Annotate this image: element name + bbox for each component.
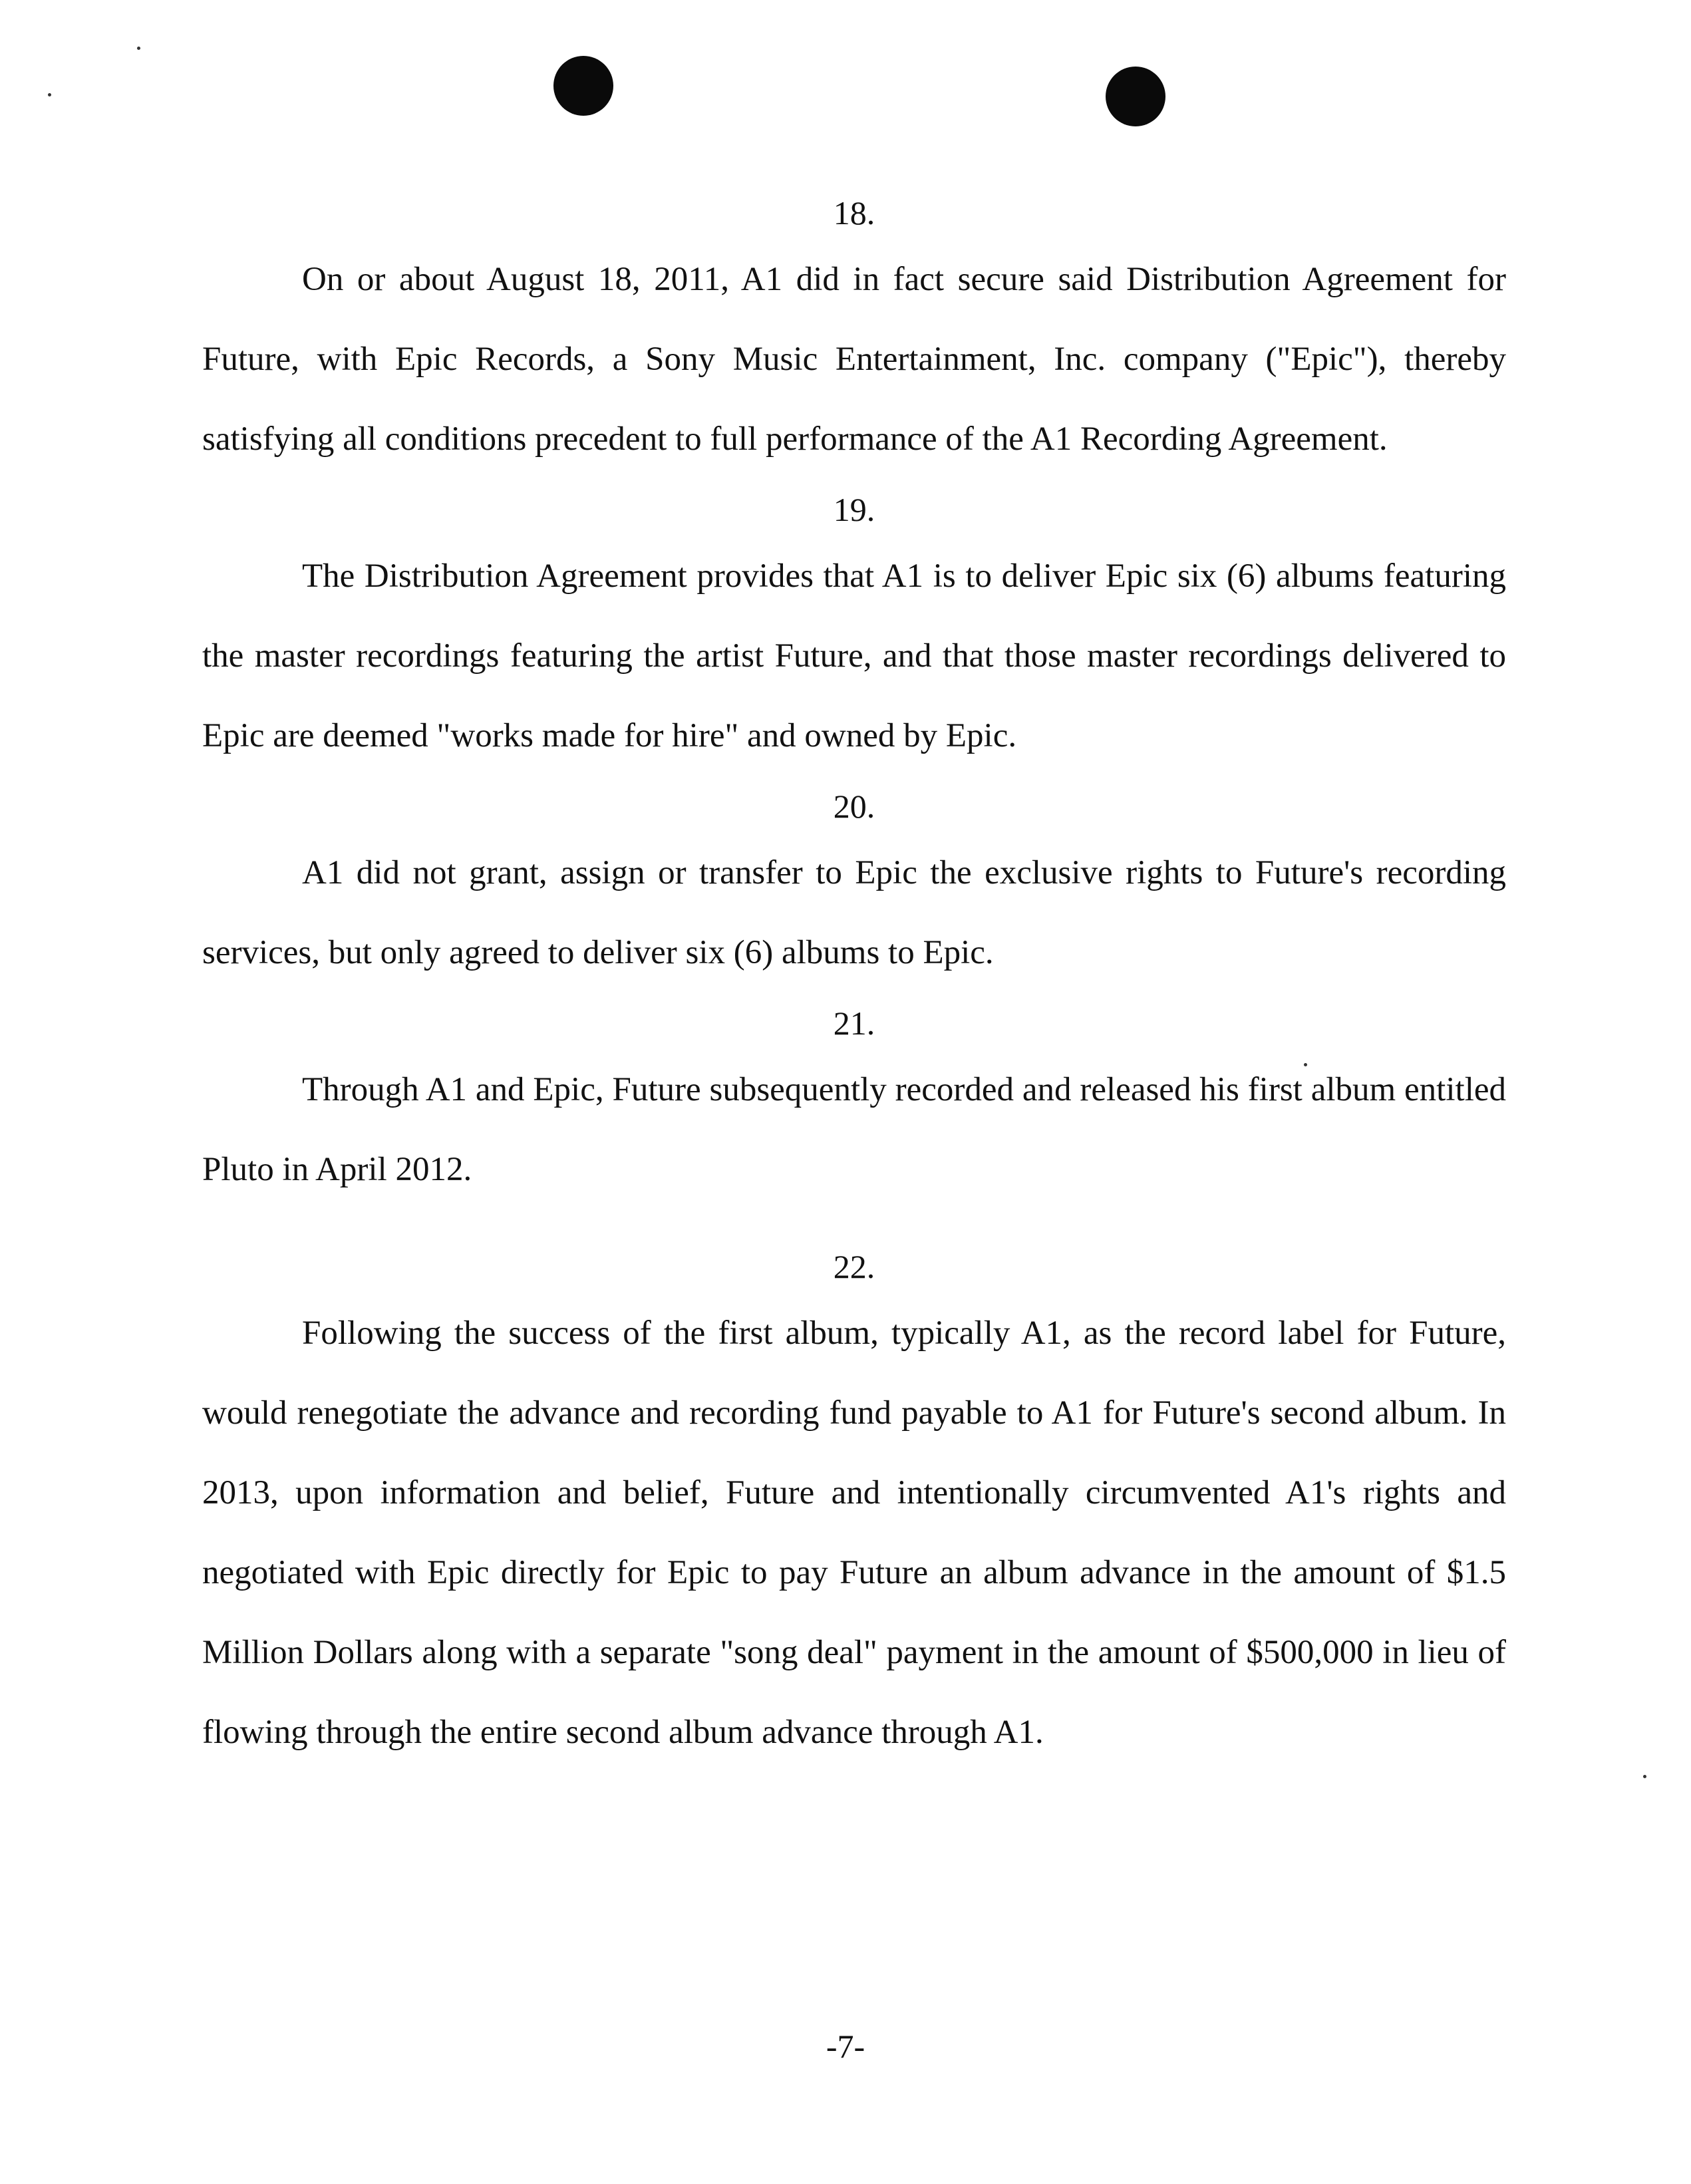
document-body (202, 193, 1506, 1772)
paragraph-text: Following the success of the first album, typically A1, as the record label for Future, would renegotiate the advance and recording fund payable to A1 for Future's second album. In 2013, upon information and belief, Future and intentionally circumvented A1's rights and negotiated with Epic directly for Epic to pay Future an album advance in the amount of $1.5 Million Dollars along with a separate "song deal" payment in the amount of $500,000 in lieu of flowing through the entire second album advance through A1. (202, 1315, 1506, 1751)
paragraph-number: 21. (833, 1005, 875, 1042)
paragraph-text: The Distribution Agreement provides that A1 is to deliver Epic six (6) albums featuring the master recordings featuring the artist Future, and that those master recordings delivered to Epic are deemed "works made for hire" and owned by Epic. (202, 557, 1506, 754)
scan-speck (1643, 1775, 1646, 1778)
paragraph-number: 20. (833, 788, 875, 825)
scan-speck (137, 47, 140, 50)
paragraph-text: On or about August 18, 2011, A1 did in fact secure said Distribution Agreement for Future, with Epic Records, a Sony Music Entertainment, Inc. company ("Epic"), thereby satisfying all conditions precedent to full performance of the A1 Recording Agreement. (202, 261, 1506, 458)
paragraph-number: 22. (833, 1248, 875, 1285)
scan-speck (48, 93, 51, 96)
punch-hole-left (553, 56, 613, 116)
paragraph-text: Through A1 and Epic, Future subsequently recorded and released his first album entitled Pluto in April 2012. (202, 1071, 1506, 1188)
paragraph-number: 19. (833, 491, 875, 528)
paragraph-text: A1 did not grant, assign or transfer to Epic the exclusive rights to Future's recording services, but only agreed to deliver six (6) albums to Epic. (202, 854, 1506, 971)
page-number: -7- (826, 2028, 865, 2065)
punch-hole-right (1106, 67, 1165, 126)
paragraph-number: 18. (833, 194, 875, 232)
